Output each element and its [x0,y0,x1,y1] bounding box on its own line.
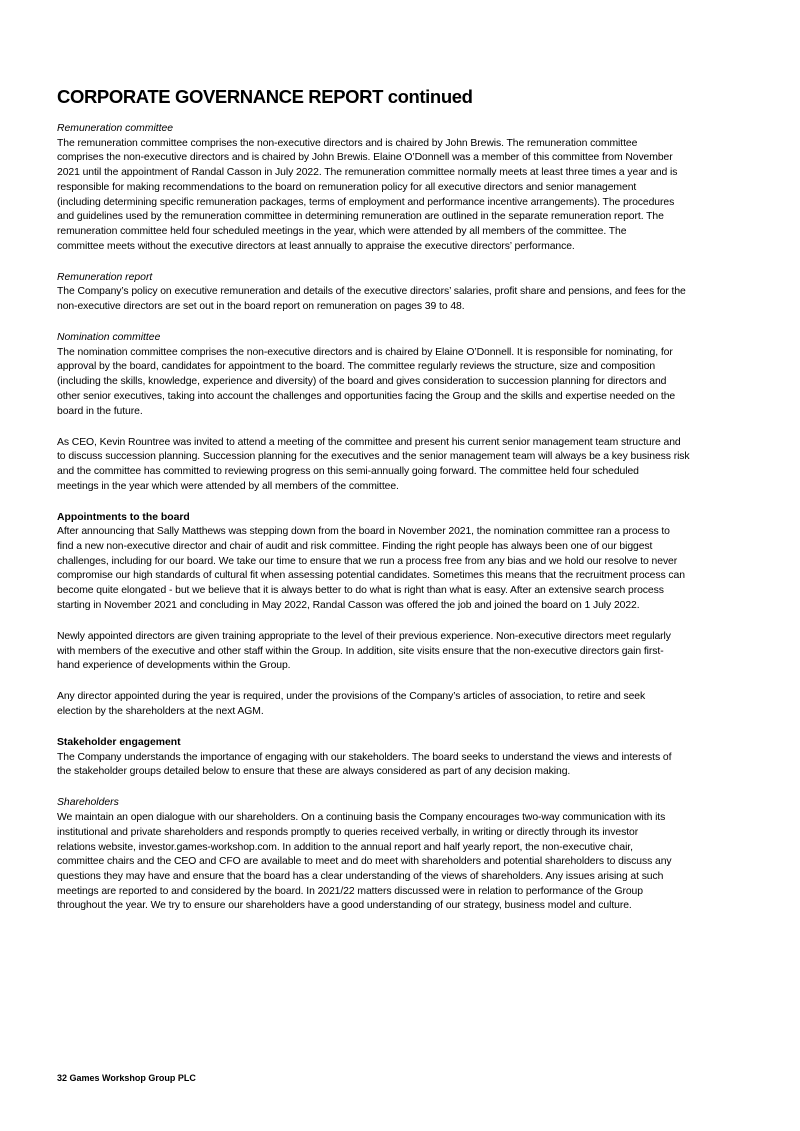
page-footer: 32 Games Workshop Group PLC [57,1073,196,1083]
section-heading: Remuneration committee [57,123,174,134]
body-text-line: committee meets without the executive directors at least annually to appraise the executive directors’ performance. [57,240,575,252]
body-text-line: compromise our high standards of cultural fit when assessing potential candidates. Sometimes this means that the recruitment process can [57,570,685,582]
section-heading: Appointments to the board [57,511,190,523]
body-text-line: starting in November 2021 and concluding in May 2022, Randal Casson was offered the job and joined the board on 1 July 2022. [57,599,640,611]
body-text-line: remuneration committee held four scheduled meetings in the year, which were attended by all members of the committee. The [57,225,627,237]
section-remuneration-report [57,271,757,315]
body-text-line: We maintain an open dialogue with our shareholders. On a continuing basis the Company encourages two-way communication with its [57,812,666,824]
body-text-line: 2021 until the appointment of Randal Casson in July 2022. The remuneration committee normally meets at least three times a year and is [57,167,678,179]
body-text-line: and guidelines used by the remuneration committee in determining remuneration are outlined in the separate remuneration report. The [57,211,664,223]
body-text-line: committee chairs and the CEO and CFO are available to meet and do meet with shareholders and potential shareholders to discuss any [57,856,672,868]
body-text-line: and the committee has committed to reviewing progress on this semi-annually going forward. The committee held four scheduled [57,465,639,477]
section-paragraph-5 [57,630,757,674]
body-text-line: the stakeholder groups detailed below to ensure that these are always considered as part of any decision making. [57,766,571,778]
body-text-line: become quite elongated - but we believe that it is always better to do what is right than what is easy. After an extensive search process [57,585,664,597]
section-paragraph-3 [57,436,757,495]
body-text-line: (including determining specific remuneration packages, terms of employment and performance incentive arrangements). The procedures [57,196,675,208]
report-body [57,122,757,930]
body-text-line: As CEO, Kevin Rountree was invited to attend a meeting of the committee and present his current senior management team structure and [57,436,681,448]
body-text-line: relations website, investor.games-workshop.com. In addition to the annual report and half yearly report, the non-executive chair, [57,841,633,853]
body-text-line: institutional and private shareholders and responds promptly to queries received verbally, in writing or directly through its investor [57,826,639,838]
body-text-line: board in the future. [57,405,143,417]
section-heading: Nomination committee [57,332,161,344]
body-text-line: Any director appointed during the year is required, under the provisions of the Company’s articles of association, to retire and seek [57,691,646,703]
page-title: CORPORATE GOVERNANCE REPORT continued [57,86,473,107]
body-text-line: responsible for making recommendations to the board on remuneration policy for all executive directors and senior management [57,181,637,193]
body-text-line: comprises the non-executive directors and is chaired by John Brewis. Elaine O’Donnell was a member of this committee from November [57,152,673,164]
section-heading: Shareholders [57,797,119,809]
section-stakeholder-engagement [57,736,757,780]
section-heading: Remuneration report [57,271,153,283]
body-text-line: The nomination committee comprises the non-executive directors and is chaired by Elaine O’Donnell. It is responsible for nominating, for [57,346,673,358]
section-appointments-to-the-board [57,511,757,614]
body-text-line: non-executive directors are set out in the board report on remuneration on pages 39 to 48. [57,301,465,313]
body-text-line: The Company understands the importance of engaging with our stakeholders. The board seeks to understand the views and interests of [57,751,672,763]
body-text-line: other senior executives, taking into account the challenges and opportunities facing the Group and the skills and expertise needed on the [57,390,676,402]
section-heading: Stakeholder engagement [57,736,181,748]
section-shareholders [57,796,757,914]
section-nomination-committee [57,331,757,419]
body-text-line: challenges, including for our board. We take our time to ensure that we run a process free from any bias and we hold our resolve to never [57,555,678,567]
body-text-line: questions they may have and ensure that the board has a clear understanding of the views of shareholders. Any issues arising at such [57,870,664,882]
body-text-line: meetings in the year which were attended by all members of the committee. [57,480,399,492]
body-text-line: meetings are reported to and considered by the board. In 2021/22 matters discussed were in relation to performance of the Group [57,885,643,897]
body-text-line: hand experience of developments within the Group. [57,660,291,672]
body-text-line: After announcing that Sally Matthews was stepping down from the board in November 2021, the nomination committee ran a process to [57,526,670,538]
body-text-line: election by the shareholders at the next AGM. [57,705,264,717]
body-text-line: with members of the executive and other staff within the Group. In addition, site visits ensure that the non-executive directors gain first- [57,645,664,657]
section-paragraph-6 [57,690,757,719]
body-text-line: throughout the year. We try to ensure our shareholders have a good understanding of our strategy, business model and culture. [57,900,632,912]
section-remuneration-committee [57,122,757,254]
body-text-line: The Company’s policy on executive remuneration and details of the executive directors’ salaries, profit share and pensions, and fees for the [57,286,686,298]
body-text-line: find a new non-executive director and chair of audit and risk committee. Finding the right people has always been one of our biggest [57,541,653,553]
body-text-line: The remuneration committee comprises the non-executive directors and is chaired by John Brewis. The remuneration committee [57,137,638,149]
body-text-line: Newly appointed directors are given training appropriate to the level of their previous experience. Non-executive directors meet regularly [57,630,671,642]
body-text-line: to discuss succession planning. Succession planning for the executives and the senior management team will always be a key business risk [57,451,690,463]
body-text-line: (including the skills, knowledge, experience and diversity) of the board and gives consideration to succession planning for directors and [57,376,667,388]
body-text-line: approval by the board, candidates for appointment to the board. The committee regularly reviews the structure, size and composition [57,361,656,373]
